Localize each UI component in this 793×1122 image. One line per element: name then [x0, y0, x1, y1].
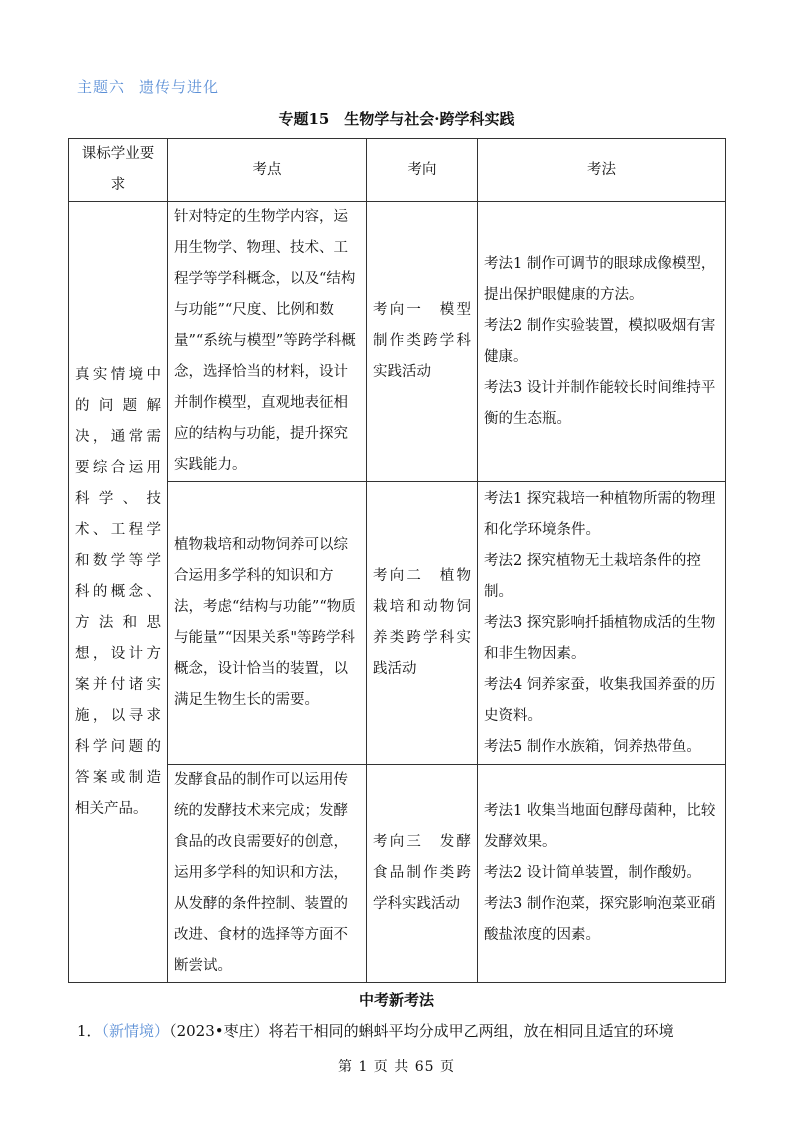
- section-title: 中考新考法: [358, 991, 434, 1009]
- theme-name: 遗传与进化: [139, 78, 220, 96]
- topic-title: 专题15 生物学与社会·跨学科实践: [278, 110, 515, 128]
- direction-cell: 考向一 模型制作类跨学科实践活动: [367, 202, 478, 482]
- method-item: 考法2 设计简单装置，制作酸奶。: [484, 865, 701, 881]
- method-item: 考法4 饲养家蚕，收集我国养蚕的历史资料。: [484, 676, 716, 724]
- point-cell: 针对特定的生物学内容，运用生物学、物理、技术、工程学等学科概念，以及“结构与功能”“尺度、比例和数量”“系统与模型”等跨学科概念，选择恰当的材料，设计并制作模型，直观地表征相应的结构与功能，提升探究实践能力。: [168, 202, 367, 482]
- point-cell: 植物栽培和动物饲养可以综合运用多学科的知识和方法，考虑“结构与功能”“物质与能量”“因果关系"等跨学科概念，设计恰当的装置，以满足生物生长的需要。: [168, 482, 367, 765]
- method-item: 考法3 探究影响扦插植物成活的生物和非生物因素。: [484, 614, 716, 662]
- direction-cell: 考向二 植物栽培和动物饲养类跨学科实践活动: [367, 482, 478, 765]
- method-item: 考法2 探究植物无土栽培条件的控制。: [484, 552, 701, 600]
- question-number: 1．: [77, 1022, 102, 1040]
- theme-number: 主题六: [77, 78, 126, 96]
- method-cell: [478, 202, 726, 482]
- method-cell: [478, 765, 726, 983]
- method-item: 考法3 设计并制作能较长时间维持平衡的生态瓶。: [484, 379, 716, 427]
- method-item: 考法2 制作实验装置，模拟吸烟有害健康。: [484, 317, 716, 365]
- curriculum-table: [68, 138, 726, 983]
- page-footer: 第 1 页 共 65 页: [338, 1059, 455, 1075]
- table-header-row: [69, 139, 726, 202]
- point-cell: 发酵食品的制作可以运用传统的发酵技术来完成；发酵食品的改良需要好的创意，运用多学科的知识和方法，从发酵的条件控制、装置的改进、食材的选择等方面不断尝试。: [168, 765, 367, 983]
- question-tag: （新情境）: [101, 1022, 170, 1040]
- method-cell: [478, 482, 726, 765]
- table-row: [69, 202, 726, 482]
- column-header-method: 考法: [478, 139, 726, 202]
- question-1: [77, 1020, 674, 1041]
- direction-cell: 考向三 发酵食品制作类跨学科实践活动: [367, 765, 478, 983]
- question-text: （2023•枣庄）将若干相同的蝌蚪平均分成甲乙两组，放在相同且适宜的环境: [169, 1022, 674, 1040]
- column-header-point: 考点: [168, 139, 367, 202]
- table-row: [69, 765, 726, 983]
- method-item: 考法1 探究栽培一种植物所需的物理和化学环境条件。: [484, 490, 716, 538]
- method-item: 考法1 制作可调节的眼球成像模型，提出保护眼健康的方法。: [484, 255, 716, 303]
- theme-heading: [77, 76, 219, 97]
- method-item: 考法3 制作泡菜，探究影响泡菜亚硝酸盐浓度的因素。: [484, 896, 716, 943]
- requirement-cell: 真实情境中的问题解决，通常需要综合运用科学、技术、工程学和数学等学科的概念、方法和思想，设计方案并付诸实施，以寻求科学问题的答案或制造相关产品。: [69, 202, 168, 983]
- column-header-requirement: 课标学业要求: [69, 139, 168, 202]
- table-row: [69, 482, 726, 765]
- method-item: 考法5 制作水族箱，饲养热带鱼。: [484, 738, 701, 755]
- method-item: 考法1 收集当地面包酵母菌种，比较发酵效果。: [484, 803, 716, 850]
- column-header-direction: 考向: [367, 139, 478, 202]
